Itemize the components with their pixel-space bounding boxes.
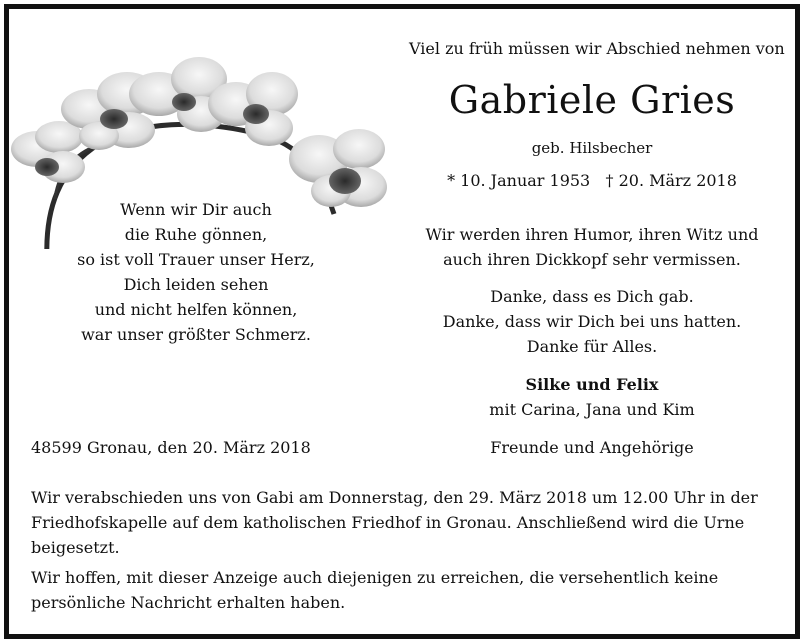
closing-notice: Wir hoffen, mit dieser Anzeige auch diejenigen zu erreichen, die versehentlich keine persönliche Nachricht erhalten haben. bbox=[31, 568, 719, 612]
life-dates: * 10. Januar 1953 † 20. März 2018 bbox=[447, 171, 737, 190]
poem-line: so ist voll Trauer unser Herz, bbox=[77, 250, 315, 269]
thanks-line: Danke, dass es Dich gab. bbox=[490, 287, 694, 306]
poem-line: war unser größter Schmerz. bbox=[81, 325, 311, 344]
tribute-line: auch ihren Dickkopf sehr vermissen. bbox=[443, 250, 741, 269]
poem-line: Wenn wir Dir auch bbox=[120, 200, 272, 219]
signature-secondary: mit Carina, Jana und Kim bbox=[489, 400, 695, 419]
obituary-notice bbox=[4, 4, 800, 639]
intro-line: Viel zu früh müssen wir Abschied nehmen von bbox=[409, 39, 785, 58]
deceased-name: Gabriele Gries bbox=[448, 78, 736, 122]
poem-line: die Ruhe gönnen, bbox=[124, 225, 268, 244]
thanks-line: Danke für Alles. bbox=[526, 337, 658, 356]
signature-others: Freunde und Angehörige bbox=[490, 438, 694, 457]
signature-primary: Silke und Felix bbox=[525, 375, 659, 394]
poem-line: und nicht helfen können, bbox=[94, 300, 298, 319]
tribute-line: Wir werden ihren Humor, ihren Witz und bbox=[425, 225, 759, 244]
place-date: 48599 Gronau, den 20. März 2018 bbox=[31, 438, 311, 457]
maiden-name: geb. Hilsbecher bbox=[531, 139, 653, 157]
orchid-branch-image bbox=[9, 49, 409, 249]
thanks-line: Danke, dass wir Dich bei uns hatten. bbox=[442, 312, 742, 331]
poem-line: Dich leiden sehen bbox=[123, 275, 269, 294]
funeral-notice: Wir verabschieden uns von Gabi am Donnerstag, den 29. März 2018 um 12.00 Uhr in der Friedhofskapelle auf dem katholischen Friedhof in Gronau. Anschließend wird die Urne beigesetzt. bbox=[31, 488, 758, 557]
